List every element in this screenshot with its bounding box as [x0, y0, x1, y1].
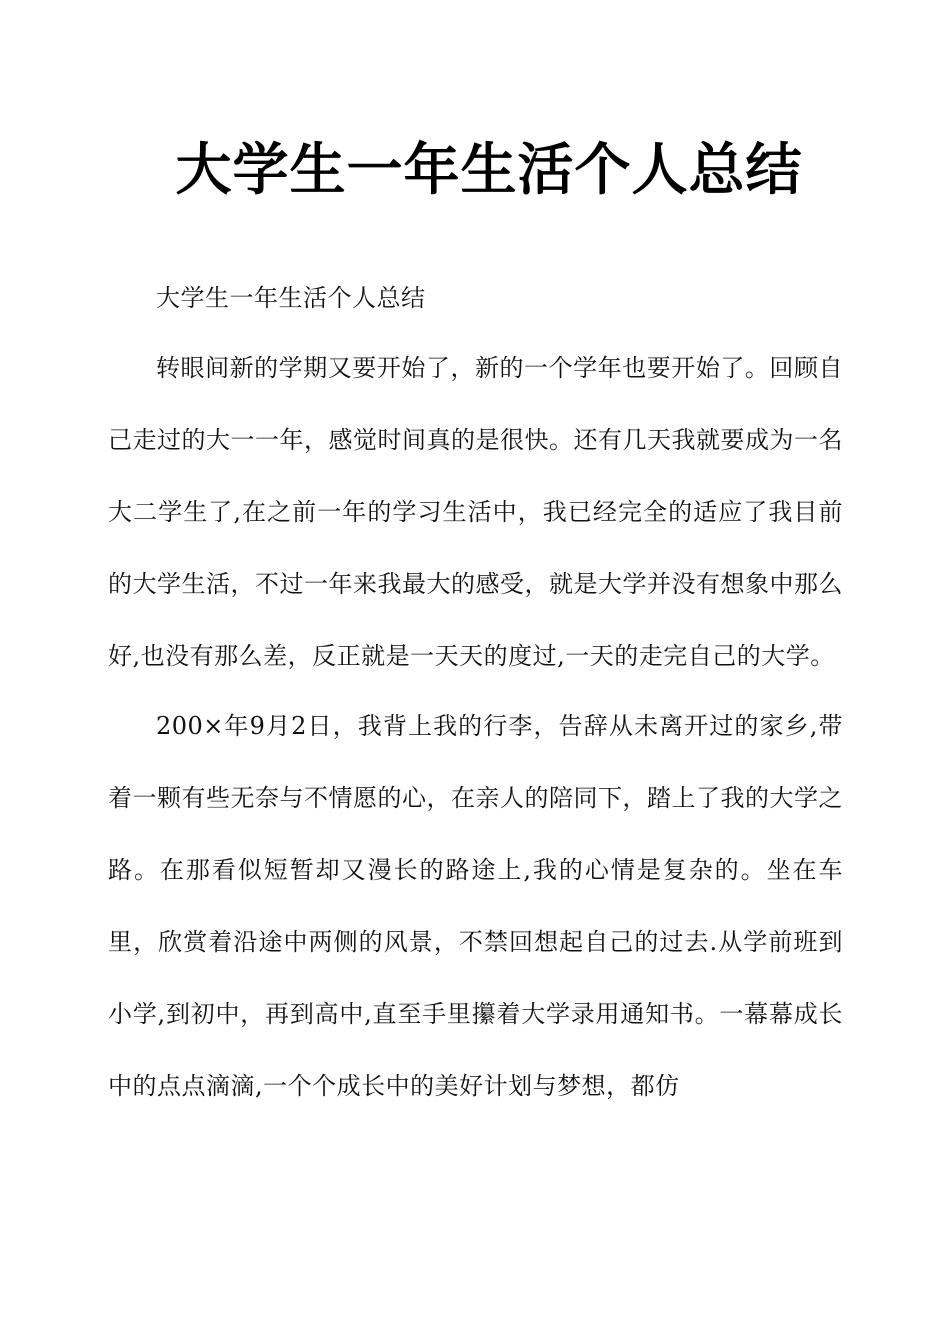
paragraph: 200×年9月2日，我背上我的行李，告辞从未离开过的家乡,带着一颗有些无奈与不情愿的心，在亲人的陪同下，踏上了我的大学之路。在那看似短暂却又漫长的路途上,我的心情是复杂的。坐在车里，欣赏着沿途中两侧的风景，不禁回想起自己的过去.从学前班到小学,到初中，再到高中,直至手里攥着大学录用通知书。一幕幕成长中的点点滴滴,一个个成长中的美好计划与梦想，都仿	[108, 712, 843, 1100]
document-body	[108, 262, 843, 1122]
document-title: 大学生一年生活个人总结	[175, 138, 803, 203]
paragraph: 转眼间新的学期又要开始了，新的一个学年也要开始了。回顾自己走过的大一一年，感觉时间真的是很快。还有几天我就要成为一名大二学生了,在之前一年的学习生活中，我已经完全的适应了我目前的大学生活，不过一年来我最大的感受，就是大学并没有想象中那么好,也没有那么差，反正就是一天天的度过,一天的走完自己的大学。	[108, 354, 843, 670]
paragraph-heading: 大学生一年生活个人总结	[156, 284, 426, 312]
